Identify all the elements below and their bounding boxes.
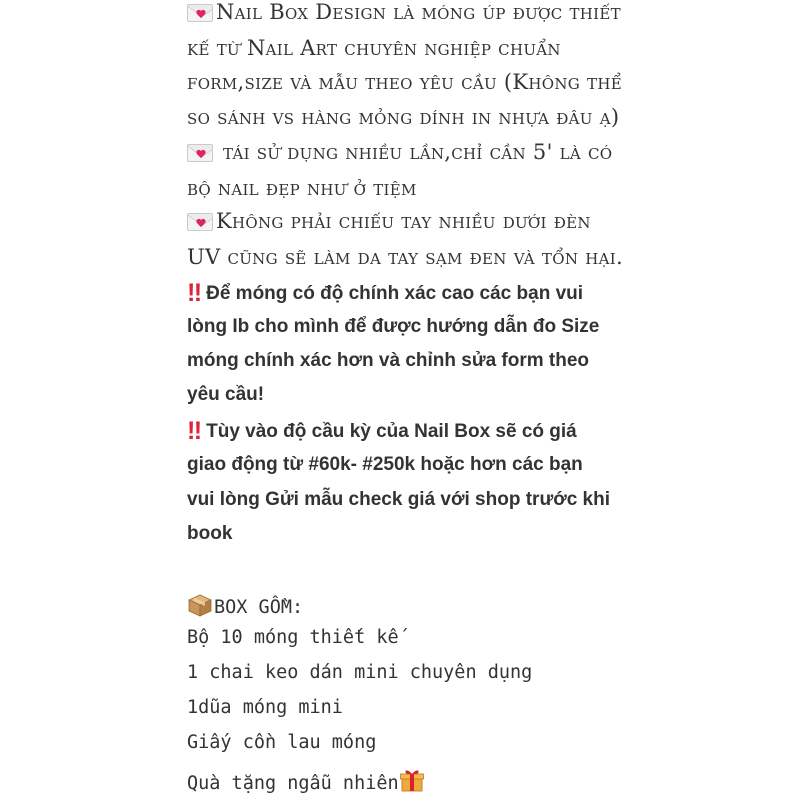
intro-line-6: bộ nail đẹp như ở tiệm: [187, 176, 417, 200]
note-line-3: móng chính xác hơn và chỉnh sửa form theo: [187, 350, 590, 371]
box-item-last: [187, 767, 425, 794]
note-line-7: vui lòng Gửi mẫu check giá với shop trước khi: [187, 489, 611, 510]
gift-icon: [399, 767, 425, 793]
note-line-8: book: [187, 523, 233, 544]
intro-line-3: form,size và mẫu theo yêu cầu (Không thể: [187, 70, 622, 94]
note-line-5: [187, 419, 577, 444]
box-heading-text: BOX GỒM:: [214, 597, 304, 618]
box-item: Giấy cồn lau móng: [187, 732, 377, 753]
package-icon: [187, 593, 213, 617]
note-line-6: giao động từ #60k- #250k hoặc hơn các bạn: [187, 454, 583, 475]
intro-line-1: [187, 2, 621, 23]
box-item-text: Quà tặng ngẫu nhiên: [187, 773, 399, 794]
note-line-1: [187, 281, 583, 306]
intro-text: Nail Box Design là móng úp được thiết: [216, 0, 621, 24]
intro-line-2: kế từ Nail Art chuyên nghiệp chuẩn: [187, 36, 561, 60]
love-letter-icon: [187, 144, 213, 162]
double-exclamation-icon: ‼: [187, 417, 201, 445]
intro-line-7: [187, 211, 591, 232]
note-line-2: lòng Ib cho mình để được hướng dẫn đo Size: [187, 316, 600, 337]
box-item: 1dũa móng mini: [187, 697, 343, 718]
box-item: 1 chai keo dán mini chuyên dụng: [187, 662, 533, 683]
box-item: Bộ 10 móng thiết kế: [187, 627, 399, 648]
box-heading: [187, 593, 303, 618]
double-exclamation-icon: ‼: [187, 279, 201, 307]
intro-line-8: UV cũng sẽ làm da tay sạm đen và tổn hại.: [187, 245, 623, 269]
note-text: Để móng có độ chính xác cao các bạn vui: [206, 283, 584, 304]
intro-text: tái sử dụng nhiều lần,chỉ cần 5' là có: [222, 140, 613, 164]
love-letter-icon: [187, 4, 213, 22]
intro-line-4: so sánh vs hàng mỏng dính in nhựa đâu ạ): [187, 105, 620, 129]
love-letter-icon: [187, 213, 213, 231]
intro-text: Không phải chiếu tay nhiều dưới đèn: [216, 209, 591, 233]
note-text: Tùy vào độ cầu kỳ của Nail Box sẽ có giá: [206, 421, 577, 442]
note-line-4: yêu cầu!: [187, 384, 265, 405]
intro-line-5: [187, 142, 612, 163]
